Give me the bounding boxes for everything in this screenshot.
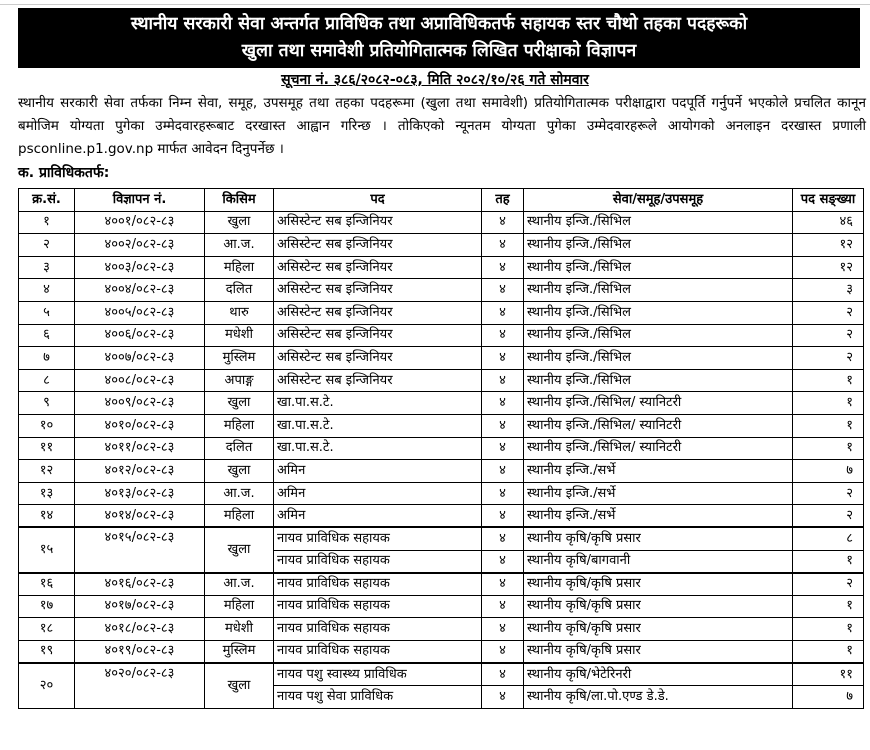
post-count-cell: १ [793,437,864,460]
post-cell: नायव पशु स्वास्थ्य प्राविधिक [274,663,482,686]
post-cell: अमिन [274,482,482,505]
post-cell: नायव पशु सेवा प्राविधिक [274,686,482,709]
post-cell: असिस्टेन्ट सब इन्जिनियर [274,211,482,234]
post-cell: अमिन [274,460,482,483]
level-cell: ४ [482,460,524,483]
title-banner [18,8,860,68]
post-count-cell: १ [793,618,864,641]
level-cell: ४ [482,527,524,550]
table-row [19,279,864,302]
level-cell: ४ [482,279,524,302]
notice-text: सूचना नं. ३८६/२०८२-०८३, मिति २०८२/१०/२६ गते सोमवार [281,72,589,88]
category-cell: खुला [205,527,274,572]
post-count-cell: १ [793,414,864,437]
advert-number-cell: ४००३/०८२-८३ [75,256,205,279]
category-cell: मुस्लिम [205,640,274,663]
top-divider [0,0,870,5]
post-cell: नायव प्राविधिक सहायक [274,573,482,596]
service-cell: स्थानीय कृषि/कृषि प्रसार [524,640,793,663]
category-cell: अपाङ्ग [205,369,274,392]
level-cell: ४ [482,211,524,234]
category-cell: दलित [205,437,274,460]
post-cell: असिस्टेन्ट सब इन्जिनियर [274,234,482,257]
category-cell: दलित [205,279,274,302]
post-cell: नायव प्राविधिक सहायक [274,640,482,663]
category-cell: आ.ज. [205,482,274,505]
serial-cell: ११ [19,437,75,460]
post-count-cell: २ [793,347,864,370]
table-row [19,640,864,663]
table-row [19,301,864,324]
post-count-cell: ७ [793,460,864,483]
category-cell: आ.ज. [205,234,274,257]
level-cell: ४ [482,324,524,347]
table-row [19,392,864,415]
advert-number-cell: ४०१३/०८२-८३ [75,482,205,505]
notice-line [0,70,870,90]
level-cell: ४ [482,392,524,415]
serial-cell: ७ [19,347,75,370]
level-cell: ४ [482,573,524,596]
post-count-cell: १ [793,640,864,663]
serial-cell: १२ [19,460,75,483]
post-count-cell: २ [793,482,864,505]
category-cell: खुला [205,392,274,415]
header-cell: क्र.सं. [19,189,75,212]
banner-title-line1: स्थानीय सरकारी सेवा अन्तर्गत प्राविधिक तथा अप्राविधिकतर्फ सहायक स्तर चौथो तहका पदहरूको [130,14,748,34]
post-count-cell: २ [793,505,864,528]
advert-number-cell: ४००५/०८२-८३ [75,301,205,324]
post-cell: खा.पा.स.टे. [274,414,482,437]
table-row [19,347,864,370]
serial-cell: ६ [19,324,75,347]
table-row [19,414,864,437]
category-cell: खुला [205,211,274,234]
service-cell: स्थानीय कृषि/बागवानी [524,550,793,573]
table-row [19,256,864,279]
category-cell: आ.ज. [205,573,274,596]
advert-number-cell: ४००१/०८२-८३ [75,211,205,234]
level-cell: ४ [482,686,524,709]
table-row [19,482,864,505]
service-cell: स्थानीय इन्जि./सिभिल [524,211,793,234]
level-cell: ४ [482,369,524,392]
header-cell: तह [482,189,524,212]
advert-number-cell: ४०१२/०८२-८३ [75,460,205,483]
post-count-cell: २ [793,573,864,596]
advert-number-cell: ४०११/०८२-८३ [75,437,205,460]
service-cell: स्थानीय इन्जि./सिभिल [524,279,793,302]
serial-cell: १८ [19,618,75,641]
table-row [19,324,864,347]
serial-cell: १९ [19,640,75,663]
level-cell: ४ [482,640,524,663]
advert-number-cell: ४००९/०८२-८३ [75,392,205,415]
level-cell: ४ [482,505,524,528]
post-cell: असिस्टेन्ट सब इन्जिनियर [274,301,482,324]
service-cell: स्थानीय इन्जि./सर्भे [524,460,793,483]
level-cell: ४ [482,301,524,324]
post-count-cell: ११ [793,663,864,686]
level-cell: ४ [482,482,524,505]
post-cell: नायव प्राविधिक सहायक [274,550,482,573]
post-cell: असिस्टेन्ट सब इन्जिनियर [274,324,482,347]
service-cell: स्थानीय इन्जि./सिभिल [524,369,793,392]
service-cell: स्थानीय इन्जि./सिभिल [524,256,793,279]
advert-number-cell: ४००४/०८२-८३ [75,279,205,302]
service-cell: स्थानीय कृषि/भेटेरिनरी [524,663,793,686]
service-cell: स्थानीय कृषि/कृषि प्रसार [524,527,793,550]
table-header-row [19,189,864,212]
advert-number-cell: ४०१७/०८२-८३ [75,595,205,618]
table-row [19,460,864,483]
service-cell: स्थानीय कृषि/ला.पो.एण्ड डे.डे. [524,686,793,709]
post-count-cell: ४६ [793,211,864,234]
service-cell: स्थानीय इन्जि./सर्भे [524,482,793,505]
post-count-cell: १ [793,369,864,392]
serial-cell: १ [19,211,75,234]
table-row [19,595,864,618]
serial-cell: ५ [19,301,75,324]
post-count-cell: १ [793,550,864,573]
advert-number-cell: ४०२०/०८२-८३ [75,663,205,708]
level-cell: ४ [482,595,524,618]
serial-cell: १७ [19,595,75,618]
table-row [19,437,864,460]
advert-number-cell: ४०१६/०८२-८३ [75,573,205,596]
table-row [19,369,864,392]
banner-title-line2: खुला तथा समावेशी प्रतियोगितात्मक लिखित परीक्षाको विज्ञापन [241,41,637,61]
vacancy-table [18,188,864,709]
advert-number-cell: ४०१४/०८२-८३ [75,505,205,528]
service-cell: स्थानीय इन्जि./सिभिल [524,301,793,324]
post-count-cell: १२ [793,234,864,257]
category-cell: महिला [205,414,274,437]
post-cell: नायव प्राविधिक सहायक [274,527,482,550]
post-cell: नायव प्राविधिक सहायक [274,618,482,641]
level-cell: ४ [482,618,524,641]
post-count-cell: १२ [793,256,864,279]
post-cell: नायव प्राविधिक सहायक [274,595,482,618]
table-row [19,663,864,686]
section-title: क. प्राविधिकतर्फ: [18,165,110,181]
post-count-cell: ८ [793,527,864,550]
serial-cell: ८ [19,369,75,392]
table-row [19,234,864,257]
advert-number-cell: ४००७/०८२-८३ [75,347,205,370]
service-cell: स्थानीय इन्जि./सर्भे [524,505,793,528]
header-cell: विज्ञापन नं. [75,189,205,212]
level-cell: ४ [482,234,524,257]
category-cell: मधेशी [205,324,274,347]
post-cell: खा.पा.स.टे. [274,392,482,415]
header-cell: किसिम [205,189,274,212]
advert-number-cell: ४०१८/०८२-८३ [75,618,205,641]
header-cell: पद [274,189,482,212]
serial-cell: १६ [19,573,75,596]
post-count-cell: २ [793,301,864,324]
category-cell: खुला [205,460,274,483]
post-cell: अमिन [274,505,482,528]
level-cell: ४ [482,437,524,460]
service-cell: स्थानीय कृषि/कृषि प्रसार [524,595,793,618]
service-cell: स्थानीय कृषि/कृषि प्रसार [524,573,793,596]
advert-number-cell: ४००८/०८२-८३ [75,369,205,392]
service-cell: स्थानीय इन्जि./सिभिल [524,347,793,370]
category-cell: महिला [205,505,274,528]
advert-number-cell: ४०१९/०८२-८३ [75,640,205,663]
serial-cell: १३ [19,482,75,505]
level-cell: ४ [482,663,524,686]
table-row [19,505,864,528]
service-cell: स्थानीय इन्जि./सिभिल/ स्यानिटरी [524,392,793,415]
table-row [19,527,864,550]
category-cell: महिला [205,256,274,279]
serial-cell: २ [19,234,75,257]
serial-cell: १० [19,414,75,437]
post-cell: खा.पा.स.टे. [274,437,482,460]
post-count-cell: १ [793,595,864,618]
service-cell: स्थानीय कृषि/कृषि प्रसार [524,618,793,641]
service-cell: स्थानीय इन्जि./सिभिल [524,234,793,257]
header-cell: सेवा/समूह/उपसमूह [524,189,793,212]
post-cell: असिस्टेन्ट सब इन्जिनियर [274,347,482,370]
post-cell: असिस्टेन्ट सब इन्जिनियर [274,279,482,302]
serial-cell: ९ [19,392,75,415]
advert-number-cell: ४००६/०८२-८३ [75,324,205,347]
service-cell: स्थानीय इन्जि./सिभिल/ स्यानिटरी [524,414,793,437]
service-cell: स्थानीय इन्जि./सिभिल [524,324,793,347]
serial-cell: २० [19,663,75,708]
post-cell: असिस्टेन्ट सब इन्जिनियर [274,369,482,392]
post-count-cell: १ [793,392,864,415]
table-row [19,618,864,641]
advert-number-cell: ४०१०/०८२-८३ [75,414,205,437]
level-cell: ४ [482,550,524,573]
serial-cell: १५ [19,527,75,572]
advert-number-cell: ४०१५/०८२-८३ [75,527,205,572]
post-cell: असिस्टेन्ट सब इन्जिनियर [274,256,482,279]
post-count-cell: ७ [793,686,864,709]
service-cell: स्थानीय इन्जि./सिभिल/ स्यानिटरी [524,437,793,460]
category-cell: महिला [205,595,274,618]
serial-cell: ४ [19,279,75,302]
post-count-cell: ३ [793,279,864,302]
level-cell: ४ [482,347,524,370]
intro-paragraph: स्थानीय सरकारी सेवा तर्फका निम्न सेवा, समूह, उपसमूह तथा तहका पदहरूमा (खुला तथा समावेशी) प्रतियोगितात्मक परीक्षाद्वारा पदपूर्ति गर्नुपर्ने भएकोले प्रचलित कानून बमोजिम योग्यता पुगेका उम्मेदवारहरूबाट दरखास्त आह्वान गरिन्छ । तोकिएको न्यूनतम योग्यता पुगेका उम्मेदवारहरूले आयोगको अनलाइन दरखास्त प्रणाली psconline.p1.gov.np मार्फत आवेदन दिनुपर्नेछ । [18,95,866,157]
header-cell: पद सङ्ख्या [793,189,864,212]
serial-cell: ३ [19,256,75,279]
category-cell: मधेशी [205,618,274,641]
level-cell: ४ [482,256,524,279]
serial-cell: १४ [19,505,75,528]
table-body [19,211,864,708]
advert-number-cell: ४००२/०८२-८३ [75,234,205,257]
category-cell: थारु [205,301,274,324]
post-count-cell: २ [793,324,864,347]
level-cell: ४ [482,414,524,437]
table-row [19,573,864,596]
table-row [19,211,864,234]
category-cell: मुस्लिम [205,347,274,370]
category-cell: खुला [205,663,274,708]
